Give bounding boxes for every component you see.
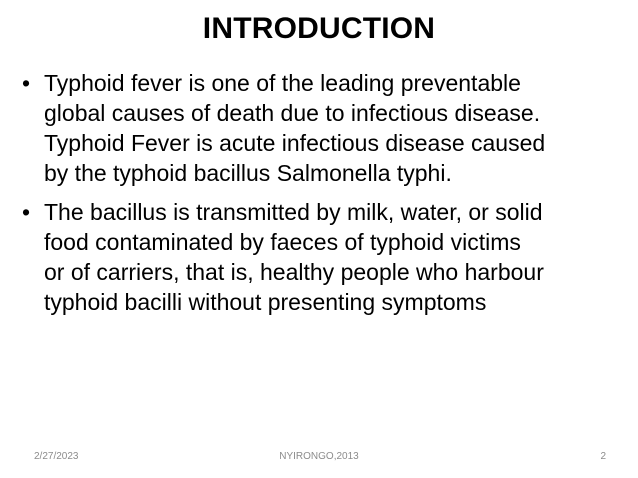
- bullet-icon: •: [22, 199, 31, 225]
- slide-body: [22, 68, 622, 326]
- bullet-line: typhoid bacilli without presenting symptoms: [44, 289, 487, 315]
- bullet-icon: •: [22, 70, 31, 96]
- bullet-line: global causes of death due to infectious disease.: [44, 100, 541, 126]
- bullet-line: or of carriers, that is, healthy people who harbour: [44, 259, 544, 285]
- bullet-line: by the typhoid bacillus Salmonella typhi.: [44, 160, 452, 186]
- bullet-line: The bacillus is transmitted by milk, water, or solid: [44, 199, 543, 225]
- bullet-item: [22, 68, 622, 188]
- bullet-line: food contaminated by faeces of typhoid victims: [44, 229, 521, 255]
- slide-title: INTRODUCTION: [202, 12, 436, 45]
- bullet-item: [22, 197, 622, 317]
- footer-date: 2/27/2023: [34, 451, 79, 462]
- bullet-line: Typhoid Fever is acute infectious disease caused: [44, 130, 546, 156]
- bullet-line: Typhoid fever is one of the leading preventable: [44, 70, 521, 96]
- footer-page-number: 2: [600, 451, 606, 462]
- footer-author: NYIRONGO,2013: [279, 451, 359, 462]
